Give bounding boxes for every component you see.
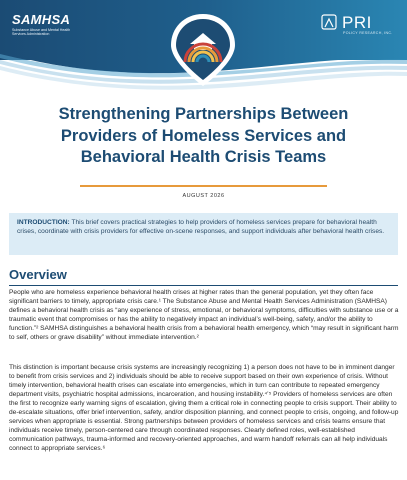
overview-paragraph-2: This distinction is important because crisis systems are increasingly recognizing 1) a person does not have to be in imminent danger to benefit from crisis services and 2) individuals should be able to receive support based on their own experience of crisis. Without timely intervention, behavioral health crises can escalate into emergencies, which in turn can contribute to repeated emergency department visits, psychiatric hospital admissions, incarceration, and housing instability.⁴ʼ⁵ Providers of homeless services are often the first to recognize early warning signs of escalation, giving them a critical role in connecting people to crisis support. Their ability to de-escalate situations, offer brief intervention, safety, and/or disposition planning, and connect people to crisis, ongoing, and follow-up services when appropriate is essential. Strong partnerships between providers of homeless services and crisis teams ensure that individuals receive timely, person-centered care through coordinated responses. Clearly defined roles, well-established communication pathways, trauma-informed and recovery-oriented approaches, and warm handoff referrals can all help individuals connect to appropriate services.⁶ [9,364,399,452]
overview-paragraph-1: People who are homeless experience behavioral health crises at higher rates than the general population, yet they often face significant barriers to timely, appropriate crisis care.¹ The Substance Abuse and Mental Health Services Administration (SAMHSA) defines a behavioral health crisis as “any experience of stress, emotional, or behavioral symptoms, difficulties with substance use or a traumatic event that compromises or has the ability to negatively impact an individual’s well-being, safety, and/or the ability to function.”² SAMHSA distinguishes a behavioral health crisis from a behavioral health emergency, which “may result in significant harm to self, others or grave disability” without immediate intervention.² [9,289,399,341]
samhsa-logo [12,13,82,37]
pri-subtitle: POLICY RESEARCH, INC. [343,31,393,35]
section-divider [9,285,398,286]
header-banner [0,0,407,96]
pri-name: PRI [342,13,372,32]
samhsa-subtitle: Substance Abuse and Mental Health Services Administration [12,28,71,37]
overview-heading: Overview [9,267,67,282]
introduction-box [9,213,398,255]
page-title: Strengthening Partnerships Between Providers of Homeless Services and Behavioral Health Crisis Teams [58,105,349,166]
intro-label: INTRODUCTION: [17,219,70,226]
samhsa-name: SAMHSA [12,12,71,27]
pri-logo [326,13,393,35]
intro-text: This brief covers practical strategies to help providers of homeless services prepare for behavioral health crises, coordinate with crisis providers for effective on-scene responses, and support individuals after behavioral health crises. [17,219,385,235]
title-divider [80,185,327,187]
publication-date: AUGUST 2026 [182,193,225,199]
